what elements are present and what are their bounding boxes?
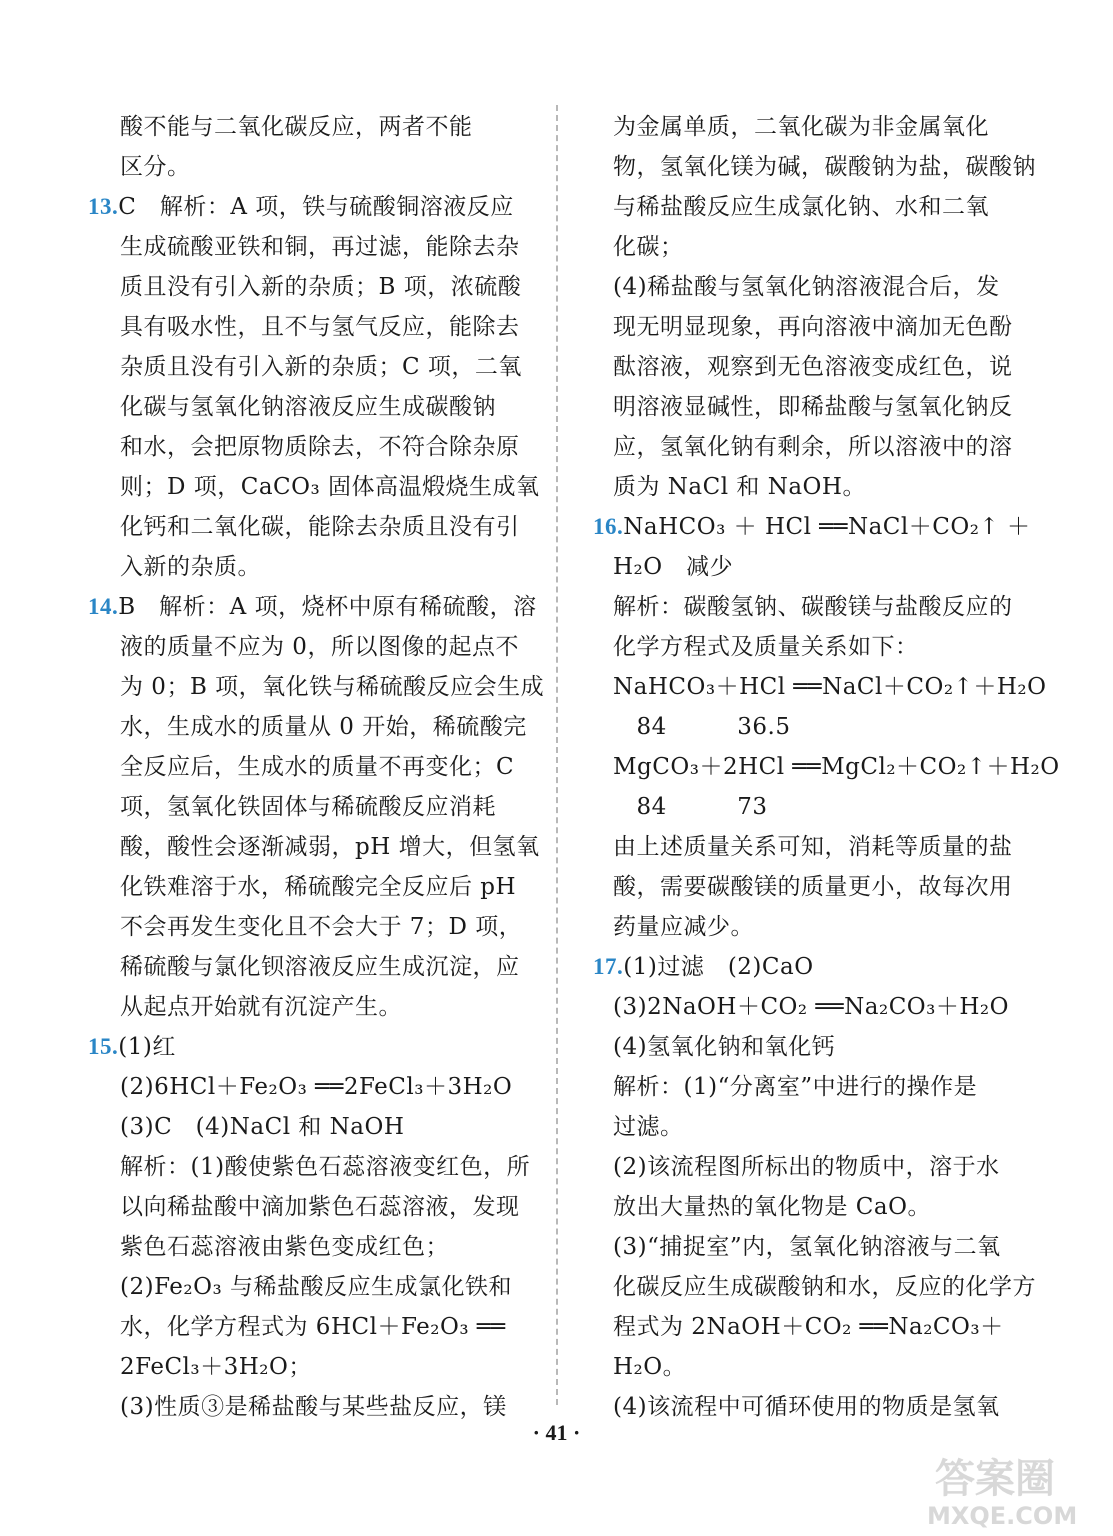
text-line	[88, 427, 533, 467]
line-text: 现无明显现象，再向溶液中滴加无色酚	[613, 314, 1013, 340]
text-line	[593, 307, 1033, 347]
text-line	[593, 667, 1047, 707]
text-line	[593, 267, 1033, 307]
column-divider	[556, 105, 558, 1405]
line-text: (1)过滤 (2)CaO	[623, 954, 814, 980]
question-number: 14.	[88, 594, 119, 619]
text-line	[88, 1187, 533, 1227]
text-line	[88, 507, 533, 547]
line-text: 为 0；B 项，氧化铁与稀硫酸反应会生成	[120, 674, 545, 700]
question-number: 13.	[88, 194, 119, 219]
text-line	[88, 147, 533, 187]
line-text: 酸不能与二氧化碳反应，两者不能	[120, 114, 473, 140]
text-line	[88, 787, 533, 827]
watermark-logo	[915, 1450, 1105, 1530]
text-line	[593, 107, 1033, 147]
line-text: 全反应后，生成水的质量不再变化；C	[120, 754, 515, 780]
text-line	[88, 387, 533, 427]
page-number: · 41 ·	[532, 1420, 581, 1445]
line-text: 和水，会把原物质除去，不符合除杂原	[120, 434, 520, 460]
line-text: 酞溶液，观察到无色溶液变成红色，说	[613, 354, 1013, 380]
text-line	[593, 627, 1033, 667]
text-line	[88, 267, 533, 307]
text-line	[593, 1307, 1033, 1347]
line-text: 与稀盐酸反应生成氯化钠、水和二氧	[613, 194, 989, 220]
text-line	[593, 187, 1033, 227]
line-text: 紫色石蕊溶液由紫色变成红色；	[120, 1234, 449, 1260]
line-text: B 解析：A 项，烧杯中原有稀硫酸，溶	[118, 594, 537, 620]
text-line	[88, 1267, 533, 1307]
question-start-line	[88, 1027, 533, 1067]
text-line	[88, 867, 533, 907]
text-line	[88, 467, 540, 507]
text-line	[88, 707, 533, 747]
line-text: 酸，需要碳酸镁的质量更小，故每次用	[613, 874, 1013, 900]
text-line	[593, 347, 1033, 387]
line-text: (3)“捕捉室”内，氢氧化钠溶液与二氧	[613, 1234, 1001, 1260]
line-text: 水，生成水的质量从 0 开始，稀硫酸完	[120, 714, 527, 740]
line-text: 项，氢氧化铁固体与稀硫酸反应消耗	[120, 794, 496, 820]
line-text: 化学方程式及质量关系如下：	[613, 634, 919, 660]
text-line	[593, 227, 1033, 267]
line-text: 质为 NaCl 和 NaOH。	[613, 474, 866, 500]
line-text: (4)稀盐酸与氢氧化钠溶液混合后，发	[613, 274, 1000, 300]
text-line	[88, 827, 540, 867]
question-number: 15.	[88, 1034, 119, 1059]
text-line	[593, 907, 1033, 947]
watermark-domain: MXQE.COM	[927, 1502, 1078, 1530]
question-start-line	[593, 947, 1033, 987]
left-column	[88, 107, 545, 1427]
text-line	[88, 667, 545, 707]
line-text: (3)性质③是稀盐酸与某些盐反应，镁	[120, 1394, 507, 1420]
text-line	[593, 587, 1033, 627]
line-text: 质且没有引入新的杂质；B 项，浓硫酸	[120, 274, 522, 300]
line-text: 生成硫酸亚铁和铜，再过滤，能除去杂	[120, 234, 520, 260]
text-line	[88, 947, 533, 987]
text-line	[593, 1107, 1033, 1147]
line-text: 物，氢氧化镁为碱，碳酸钠为盐，碳酸钠	[613, 154, 1036, 180]
line-text: (3)2NaOH＋CO₂ ══Na₂CO₃＋H₂O	[613, 994, 1010, 1020]
text-line	[593, 1027, 1033, 1067]
line-text: 杂质且没有引入新的杂质；C 项，二氧	[120, 354, 522, 380]
line-text: 应，氢氧化钠有剩余，所以溶液中的溶	[613, 434, 1013, 460]
text-line	[593, 1227, 1033, 1267]
line-text: 具有吸水性，且不与氢气反应，能除去	[120, 314, 520, 340]
line-text: 为金属单质，二氧化碳为非金属氧化	[613, 114, 989, 140]
line-text: MgCO₃＋2HCl ══MgCl₂＋CO₂↑＋H₂O	[613, 754, 1060, 780]
line-text: 过滤。	[613, 1114, 684, 1140]
question-number: 17.	[593, 954, 624, 979]
text-line	[593, 1347, 1033, 1387]
line-text: NaHCO₃＋HCl ══NaCl＋CO₂↑＋H₂O	[613, 674, 1047, 700]
line-text: 水，化学方程式为 6HCl＋Fe₂O₃ ══	[120, 1314, 506, 1340]
right-column	[593, 107, 1060, 1427]
line-text: H₂O 减少	[613, 554, 734, 580]
line-text: (4)该流程中可循环使用的物质是氢氧	[613, 1394, 1000, 1420]
line-text: 由上述质量关系可知，消耗等质量的盐	[613, 834, 1013, 860]
text-line	[593, 1147, 1033, 1187]
line-text: 酸，酸性会逐渐减弱，pH 增大，但氢氧	[120, 834, 540, 860]
text-line	[88, 547, 533, 587]
line-text: 2FeCl₃＋3H₂O；	[120, 1354, 312, 1380]
line-text: 放出大量热的氧化物是 CaO。	[613, 1194, 931, 1220]
text-line	[88, 227, 533, 267]
text-line	[593, 547, 1033, 587]
question-number: 16.	[593, 514, 624, 539]
line-text: (3)C (4)NaCl 和 NaOH	[120, 1114, 405, 1140]
line-text: 药量应减少。	[613, 914, 754, 940]
text-line	[88, 1347, 533, 1387]
question-start-line	[88, 187, 533, 227]
text-line	[593, 427, 1033, 467]
line-text: (2)Fe₂O₃ 与稀盐酸反应生成氯化铁和	[120, 1274, 512, 1300]
line-text: 化碳反应生成碳酸钠和水，反应的化学方	[613, 1274, 1036, 1300]
line-text: 解析：(1)“分离室”中进行的操作是	[613, 1074, 978, 1100]
text-line	[593, 987, 1033, 1027]
text-line	[593, 827, 1033, 867]
question-start-line	[593, 507, 1033, 547]
line-text: (2)该流程图所标出的物质中，溶于水	[613, 1154, 1000, 1180]
line-text: (2)6HCl＋Fe₂O₃ ══2FeCl₃＋3H₂O	[120, 1074, 513, 1100]
line-text: 解析：(1)酸使紫色石蕊溶液变红色，所	[120, 1154, 531, 1180]
line-text: 液的质量不应为 0，所以图像的起点不	[120, 634, 519, 660]
line-text: 化碳；	[613, 234, 684, 260]
text-line	[88, 627, 533, 667]
line-text: 化铁难溶于水，稀硫酸完全反应后 pH	[120, 874, 517, 900]
line-text: (1)红	[118, 1034, 176, 1060]
line-text: 从起点开始就有沉淀产生。	[120, 994, 402, 1020]
line-text: 84 36.5	[613, 714, 791, 740]
text-line	[88, 1067, 533, 1107]
text-line	[593, 467, 1033, 507]
text-line	[593, 387, 1033, 427]
line-text: 区分。	[120, 154, 191, 180]
text-line	[88, 347, 533, 387]
text-line	[593, 1267, 1036, 1307]
text-line	[88, 1107, 533, 1147]
text-line	[88, 1227, 533, 1267]
text-line	[593, 707, 1033, 747]
text-line	[88, 987, 533, 1027]
text-line	[88, 907, 533, 947]
line-text: 解析：碳酸氢钠、碳酸镁与盐酸反应的	[613, 594, 1013, 620]
text-line	[88, 747, 533, 787]
line-text: 化钙和二氧化碳，能除去杂质且没有引	[120, 514, 520, 540]
text-line	[593, 787, 1033, 827]
text-line	[593, 1187, 1033, 1227]
line-text: 以向稀盐酸中滴加紫色石蕊溶液，发现	[120, 1194, 520, 1220]
watermark-title: 答案圈	[935, 1456, 1055, 1502]
text-line	[88, 307, 533, 347]
question-start-line	[88, 587, 537, 627]
line-text: NaHCO₃ ＋ HCl ══NaCl＋CO₂↑ ＋	[623, 514, 1031, 540]
line-text: C 解析：A 项，铁与硫酸铜溶液反应	[118, 194, 514, 220]
line-text: 84 73	[613, 794, 768, 820]
line-text: (4)氢氧化钠和氧化钙	[613, 1034, 836, 1060]
text-line	[88, 1307, 533, 1347]
line-text: 则；D 项，CaCO₃ 固体高温煅烧生成氧	[120, 474, 540, 500]
text-line	[593, 867, 1033, 907]
text-line	[593, 747, 1060, 787]
line-text: H₂O。	[613, 1354, 687, 1380]
line-text: 不会再发生变化且不会大于 7；D 项，	[120, 914, 523, 940]
line-text: 化碳与氢氧化钠溶液反应生成碳酸钠	[120, 394, 496, 420]
text-line	[88, 107, 533, 147]
line-text: 入新的杂质。	[120, 554, 261, 580]
line-text: 明溶液显碱性，即稀盐酸与氢氧化钠反	[613, 394, 1013, 420]
text-line	[593, 1067, 1033, 1107]
line-text: 程式为 2NaOH＋CO₂ ══Na₂CO₃＋	[613, 1314, 1004, 1340]
text-line	[593, 147, 1036, 187]
text-line	[88, 1147, 533, 1187]
line-text: 稀硫酸与氯化钡溶液反应生成沉淀，应	[120, 954, 520, 980]
